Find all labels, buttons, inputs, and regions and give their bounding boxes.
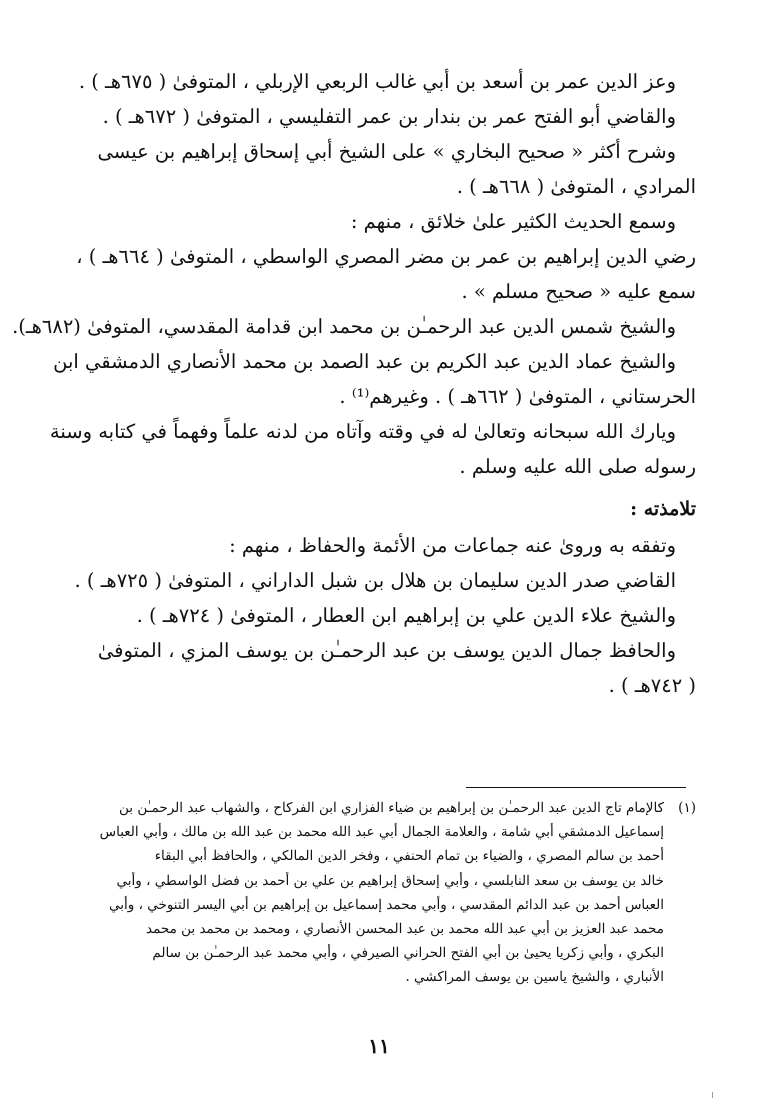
- text-line: الحرستاني ، المتوفىٰ ( ٦٦٢هـ ) . وغيرهم⁽¹⁾ .: [339, 385, 696, 408]
- text-line: والشيخ علاء الدين علي بن إبراهيم ابن العطار ، المتوفىٰ ( ٧٢٤هـ ) .: [136, 604, 676, 627]
- text-line: والشيخ عماد الدين عبد الكريم بن عبد الصمد بن محمد الأنصاري الدمشقي ابن: [53, 350, 676, 373]
- text-line: رسوله صلى الله عليه وسلم .: [459, 455, 696, 478]
- main-text: [12, 64, 696, 703]
- text-line: وشرح أكثر « صحيح البخاري » على الشيخ أبي إسحاق إبراهيم بن عيسى: [97, 140, 676, 163]
- footnote-text: الأنباري ، والشيخ ياسين بن يوسف المراكشي .: [405, 969, 664, 986]
- text-line: ( ٧٤٢هـ ) .: [608, 674, 696, 697]
- section-heading: تلامذته :: [630, 498, 696, 520]
- footnotes: [72, 796, 696, 990]
- text-line: وتفقه به وروىٰ عنه جماعات من الأئمة والحفاظ ، منهم :: [229, 534, 676, 557]
- footnote-text: كالإمام تاج الدين عبد الرحمـٰن بن إبراهيم بن ضياء الفزاري ابن الفركاح ، والشهاب عبد الرحمـٰن بن: [119, 800, 664, 816]
- text-line: القاضي صدر الدين سليمان بن هلال بن شبل الداراني ، المتوفىٰ ( ٧٢٥هـ ) .: [74, 569, 676, 592]
- footnote-text: محمد عبد العزيز بن أبي عبد الله محمد بن عبد المحسن الأنصاري ، ومحمد بن محمد بن محمد: [146, 921, 664, 938]
- footnote-text: البكري ، وأبي زكريا يحيىٰ بن أبي الفتح الحراني الصيرفي ، وأبي محمد عبد الرحمـٰن بن سالم: [152, 945, 664, 962]
- text-line: المرادي ، المتوفىٰ ( ٦٦٨هـ ) .: [456, 175, 696, 198]
- footnote-line: [72, 820, 696, 844]
- scan-mark: [712, 1092, 717, 1098]
- footnote-text: العباس أحمد بن عبد الدائم المقدسي ، وأبي محمد إسماعيل بن إبراهيم بن أبي اليسر التنوخي ، وأبي: [109, 896, 664, 913]
- footnote-line: [72, 917, 696, 941]
- footnote-text: خالد بن يوسف بن سعد النابلسي ، وأبي إسحاق إبراهيم بن علي بن أحمد بن فضل الواسطي ، وأبي: [116, 872, 664, 889]
- text-line: سمع عليه « صحيح مسلم » .: [461, 280, 696, 303]
- text-line: وعز الدين عمر بن أسعد بن أبي غالب الربعي الإربلي ، المتوفىٰ ( ٦٧٥هـ ) .: [78, 70, 676, 93]
- footnote-number: (١): [678, 800, 696, 816]
- text-line: والحافظ جمال الدين يوسف بن عبد الرحمـٰن بن يوسف المزي ، المتوفىٰ: [97, 639, 676, 662]
- footnote-line: [72, 796, 696, 820]
- footnote-line: [72, 869, 696, 893]
- footnote-text: إسماعيل الدمشقي أبي شامة ، والعلامة الجمال أبي عبد الله محمد بن عبد الله بن مالك ، وأبي العباس: [99, 824, 664, 841]
- footnote-line: [72, 844, 696, 868]
- footnote-text: أحمد بن سالم المصري ، والضياء بن تمام الحنفي ، وفخر الدين المالكي ، والحافظ أبي البقاء: [154, 848, 664, 865]
- footnote-line: [72, 965, 696, 989]
- text-line: رضي الدين إبراهيم بن عمر بن مضر المصري الواسطي ، المتوفىٰ ( ٦٦٤هـ ) ،: [76, 245, 696, 268]
- footnote-line: [72, 941, 696, 965]
- text-line: والقاضي أبو الفتح عمر بن بندار بن عمر التفليسي ، المتوفىٰ ( ٦٧٢هـ ) .: [102, 105, 676, 128]
- page-number: ١١: [368, 1034, 390, 1058]
- text-line: والشيخ شمس الدين عبد الرحمـٰن بن محمد ابن قدامة المقدسي، المتوفىٰ (٦٨٢هـ).: [12, 315, 676, 338]
- footnote-separator: [466, 787, 686, 788]
- text-line: وسمع الحديث الكثير علىٰ خلائق ، منهم :: [350, 210, 676, 233]
- text-line: ويارك الله سبحانه وتعالىٰ له في وقته وآتاه من لدنه علماً وفهماً في كتابه وسنة: [49, 420, 676, 443]
- footnote-line: [72, 893, 696, 917]
